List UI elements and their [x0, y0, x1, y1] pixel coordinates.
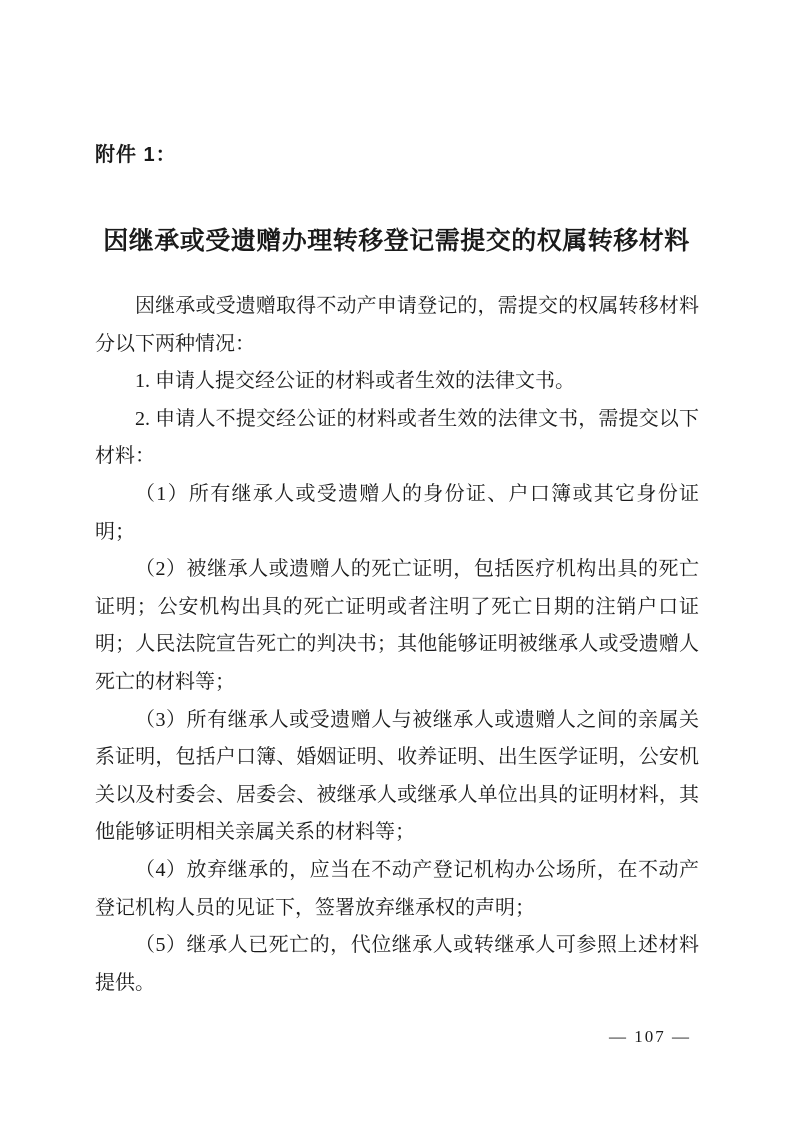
paragraph-subitem-2: （2）被继承人或遗赠人的死亡证明，包括医疗机构出具的死亡证明；公安机构出具的死亡证明或者注明了死亡日期的注销户口证明；人民法院宣告死亡的判决书；其他能够证明被继承人或受遗赠人死亡的材料等； [95, 558, 699, 693]
paragraph-intro: 因继承或受遗赠取得不动产申请登记的，需提交的权属转移材料分以下两种情况： [95, 295, 699, 355]
paragraph-subitem-5: （5）继承人已死亡的，代位继承人或转继承人可参照上述材料提供。 [95, 934, 699, 994]
document-title: 因继承或受遗赠办理转移登记需提交的权属转移材料 [103, 227, 690, 255]
paragraph-subitem-3: （3）所有继承人或受遗赠人与被继承人或遗赠人之间的亲属关系证明，包括户口簿、婚姻证明、收养证明、出生医学证明，公安机关以及村委会、居委会、被继承人或继承人单位出具的证明材料，其他能够证明相关亲属关系的材料等； [95, 708, 699, 844]
attachment-label: 附件 1： [95, 144, 177, 166]
page-number: — 107 — [609, 1027, 691, 1046]
paragraph-subitem-4: （4）放弃继承的，应当在不动产登记机构办公场所，在不动产登记机构人员的见证下，签署放弃继承权的声明； [95, 858, 699, 919]
paragraph-item-2: 2. 申请人不提交经公证的材料或者生效的法律文书，需提交以下材料： [95, 407, 699, 468]
document-body [95, 288, 699, 1002]
paragraph-item-1: 1. 申请人提交经公证的材料或者生效的法律文书。 [135, 370, 575, 393]
paragraph-subitem-1: （1）所有继承人或受遗赠人的身份证、户口簿或其它身份证明； [95, 482, 699, 543]
